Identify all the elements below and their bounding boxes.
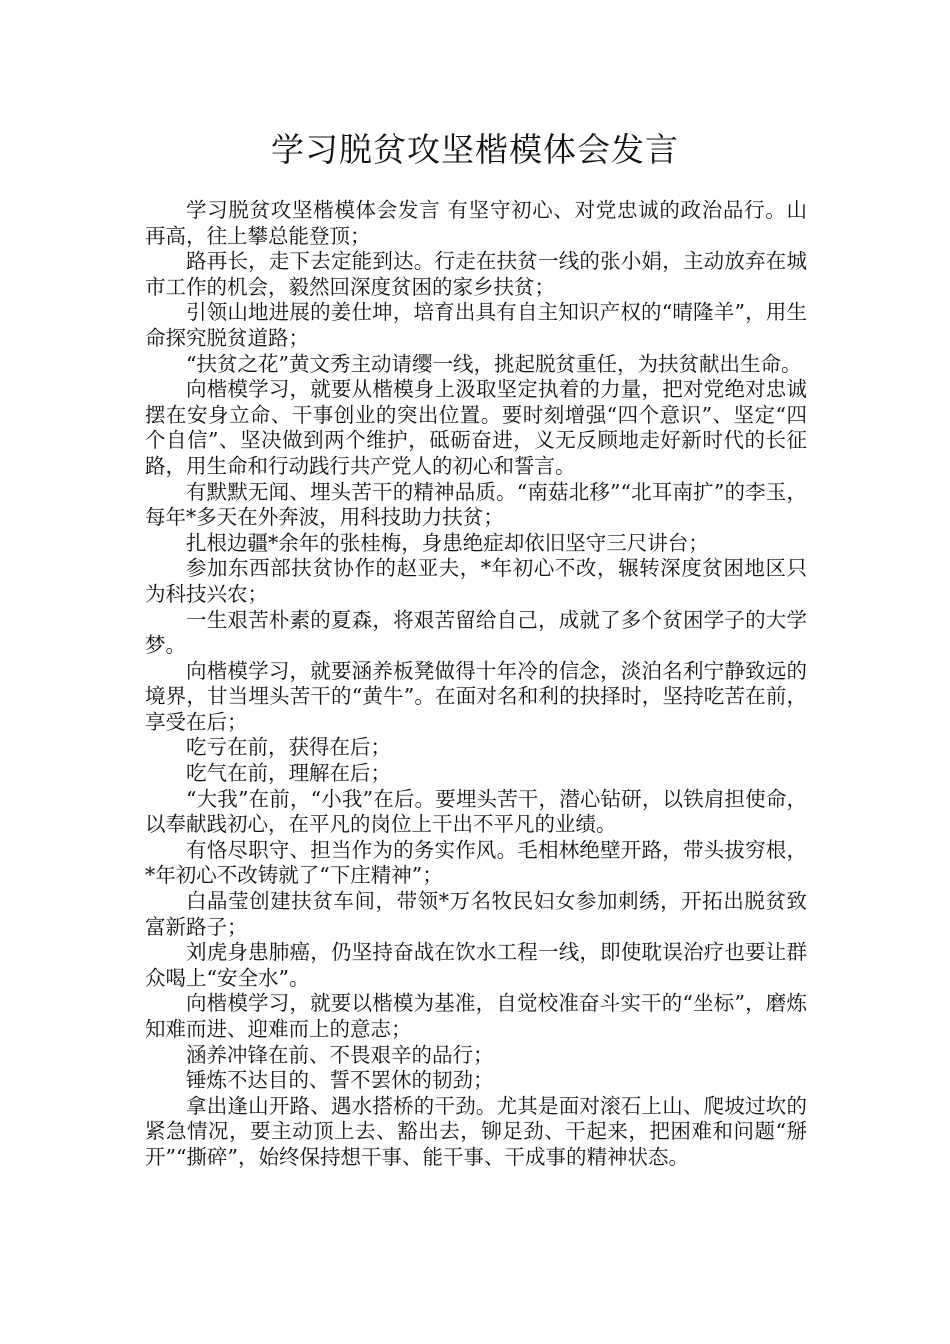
paragraph: 学习脱贫攻坚楷模体会发言 有坚守初心、对党忠诚的政治品行。山再高，往上攀总能登顶； <box>145 198 807 248</box>
paragraph: “扶贫之花”黄文秀主动请缨一线，挑起脱贫重任，为扶贫献出生命。 <box>186 351 802 376</box>
paragraph: 引领山地进展的姜仕坤，培育出具有自主知识产权的“晴隆羊”，用生命探究脱贫道路； <box>145 300 807 350</box>
paragraph: 刘虎身患肺癌，仍坚持奋战在饮水工程一线，即使耽误治疗也要让群众喝上“安全水”。 <box>145 940 807 990</box>
document-title: 学习脱贫攻坚楷模体会发言 <box>271 130 679 169</box>
paragraph: 白晶莹创建扶贫车间，带领*万名牧民妇女参加刺绣，开拓出脱贫致富新路子； <box>145 889 807 939</box>
paragraph: 涵养冲锋在前、不畏艰辛的品行； <box>186 1042 494 1067</box>
paragraph: 吃亏在前，获得在后； <box>186 735 391 760</box>
paragraph: 有恪尽职守、担当作为的务实作风。毛相林绝壁开路，带头拔穷根，*年初心不改铸就了“下庄精神”； <box>145 837 807 888</box>
paragraph: 路再长，走下去定能到达。行走在扶贫一线的张小娟，主动放弃在城市工作的机会，毅然回深度贫困的家乡扶贫； <box>145 249 807 299</box>
paragraph: 扎根边疆*余年的张桂梅，身患绝症却依旧坚守三尺讲台； <box>186 530 709 555</box>
paragraph: 吃气在前，理解在后； <box>186 761 391 786</box>
paragraph: 向楷模学习，就要从楷模身上汲取坚定执着的力量，把对党绝对忠诚摆在安身立命、干事创业的突出位置。要时刻增强“四个意识”、坚定“四个自信”、坚决做到两个维护，砥砺奋进，义无反顾地走好新时代的长征路，用生命和行动践行共产党人的初心和誓言。 <box>145 377 807 478</box>
paragraph: 有默默无闻、埋头苦干的精神品质。“南菇北移”“北耳南扩”的李玉，每年*多天在外奔波，用科技助力扶贫； <box>145 479 807 530</box>
paragraph: 参加东西部扶贫协作的赵亚夫，*年初心不改，辗转深度贫困地区只为科技兴农； <box>145 556 807 606</box>
paragraph: “大我”在前，“小我”在后。要埋头苦干，潜心钻研，以铁肩担使命，以奉献践初心，在平凡的岗位上干出不平凡的业绩。 <box>145 786 807 837</box>
paragraph: 一生艰苦朴素的夏森，将艰苦留给自己，成就了多个贫困学子的大学梦。 <box>145 607 807 658</box>
document-body <box>145 198 807 1171</box>
paragraph: 向楷模学习，就要涵养板凳做得十年冷的信念，淡泊名利宁静致远的境界，甘当埋头苦干的“黄牛”。在面对名和利的抉择时，坚持吃苦在前，享受在后； <box>145 658 807 734</box>
paragraph: 锤炼不达目的、誓不罢休的韧劲； <box>186 1068 494 1093</box>
paragraph: 拿出逢山开路、遇水搭桥的干劲。尤其是面对滚石上山、爬坡过坎的紧急情况，要主动顶上去、豁出去，铆足劲、干起来，把困难和问题“掰开”“撕碎”，始终保持想干事、能干事、干成事的精神状态。 <box>145 1093 807 1169</box>
paragraph: 向楷模学习，就要以楷模为基准，自觉校准奋斗实干的“坐标”，磨炼知难而进、迎难而上的意志； <box>145 991 807 1041</box>
